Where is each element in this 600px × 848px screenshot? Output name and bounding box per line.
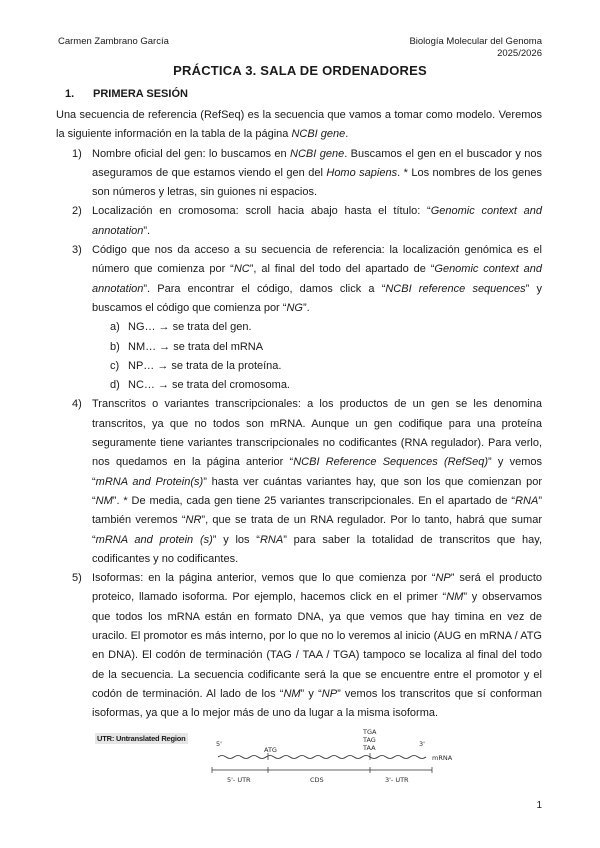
- list-item: 5) Isoformas: en la página anterior, vemos que lo que comienza por “NP” será el producto proteico, llamado isoforma. Por ejemplo, hacemos click en el primer “NM” y observamos que todos los mRNA están en formato DNA, ya que vemos que hay timina en vez de uracilo. El promotor es más interno, por lo que no lo veremos al inicio (AUG en mRNA / ATG en DNA). El codón de terminación (TAG / TAA / TGA) tampoco se localiza al final del todo de la secuencia. La secuencia codificante será la que se encuentre entre el promotor y el codón de terminación. Al lado de los “NM” y “NP” vemos los transcritos que sí conforman isoformas, ya que a lo mejor más de uno da lugar a la misma isoforma.: [56, 569, 542, 723]
- utr-definition-tag: UTR: Untranslated Region: [97, 734, 186, 743]
- list-item: 2) Localización en cromosoma: scroll hacia abajo hasta el título: “Genomic context and annotation”.: [56, 202, 542, 241]
- section-heading: [65, 88, 188, 100]
- stop-codon-label: TGA: [363, 728, 377, 736]
- list-item: 4) Transcritos o variantes transcripcionales: a los productos de un gen se les denomina transcritos, ya que no todos son mRNA. Aunque un gen codifique para una proteína seguramente tiene variantes transcripcionales no codificantes (RNA regulador). Para verlo, nos quedamos en la página anterior “NCBI Reference Sequences (RefSeq)” y vemos “mRNA and Protein(s)” hasta ver cuántas variantes hay, que son los que comienzan por “NM”. * De media, cada gen tiene 25 variantes transcripcionales. En el apartado de “RNA” también veremos “NR”, que se trata de un RNA regulador. Por lo tanto, habrá que sumar “mRNA and protein (s)” y los “RNA” para saber la totalidad de transcritos que hay, codificantes y no codificantes.: [56, 395, 542, 569]
- header-course: Biología Molecular del Genoma: [409, 36, 542, 47]
- mrna-structure-diagram: [200, 724, 470, 794]
- sublist-item: d) NC… → se trata del cromosoma.: [110, 379, 290, 392]
- stop-codon-label: TAA: [363, 744, 376, 752]
- header-year: 2025/2026: [497, 48, 542, 59]
- sublist-item: b) NM… → se trata del mRNA: [110, 340, 264, 353]
- intro-paragraph: Una secuencia de referencia (RefSeq) es la secuencia que vamos a tomar como modelo. Veremos la siguiente información en la tabla de la página NCBI gene.: [56, 109, 542, 141]
- page-title: PRÁCTICA 3. SALA DE ORDENADORES: [173, 63, 427, 78]
- section-number: 1.: [65, 88, 75, 100]
- list-marker: 4): [72, 398, 82, 411]
- document-body: [56, 106, 542, 724]
- list-item: 3) Código que nos da acceso a su secuencia de referencia: la localización genómica es el número que comienza por “NC”, al final del todo del apartado de “Genomic context and annotation”. Para encontrar el código, damos click a “NCBI reference sequences” y buscamos el código que comienza por “NG”. a) NG… → se trata del gen. b) NM… → se trata del mRNA c) NP… → se trata de la proteína. d) NC… → se trata del cromosoma.: [56, 241, 542, 395]
- sublist-item: c) NP… → se trata de la proteína.: [110, 359, 282, 372]
- list-marker: 3): [72, 244, 82, 257]
- mrna-strand: [218, 756, 426, 759]
- list-marker: 2): [72, 205, 82, 218]
- list-marker: 5): [72, 572, 82, 585]
- three-utr-label: 3'- UTR: [385, 776, 409, 784]
- steps-list: [56, 145, 542, 724]
- code-prefix-list: [92, 318, 542, 395]
- five-prime-label: 5': [216, 740, 222, 748]
- mrna-label: mRNA: [432, 754, 453, 762]
- list-item: 1) Nombre oficial del gen: lo buscamos en NCBI gene. Buscamos el gen en el buscador y nos aseguramos de que estamos viendo el gen del Homo sapiens. * Los nombres de los genes son números y letras, sin guiones ni espacios.: [56, 145, 542, 203]
- header-course-info: [409, 36, 542, 60]
- section-title: PRIMERA SESIÓN: [93, 88, 188, 100]
- start-codon-label: ATG: [264, 746, 277, 754]
- three-prime-label: 3': [419, 740, 425, 748]
- stop-codon-label: TAG: [363, 736, 376, 744]
- header-author: Carmen Zambrano García: [58, 36, 169, 47]
- five-utr-label: 5'- UTR: [227, 776, 251, 784]
- cds-label: CDS: [310, 776, 324, 784]
- page-number: 1: [536, 800, 542, 811]
- list-marker: 1): [72, 147, 82, 160]
- sublist-item: a) NG… → se trata del gen.: [110, 321, 252, 334]
